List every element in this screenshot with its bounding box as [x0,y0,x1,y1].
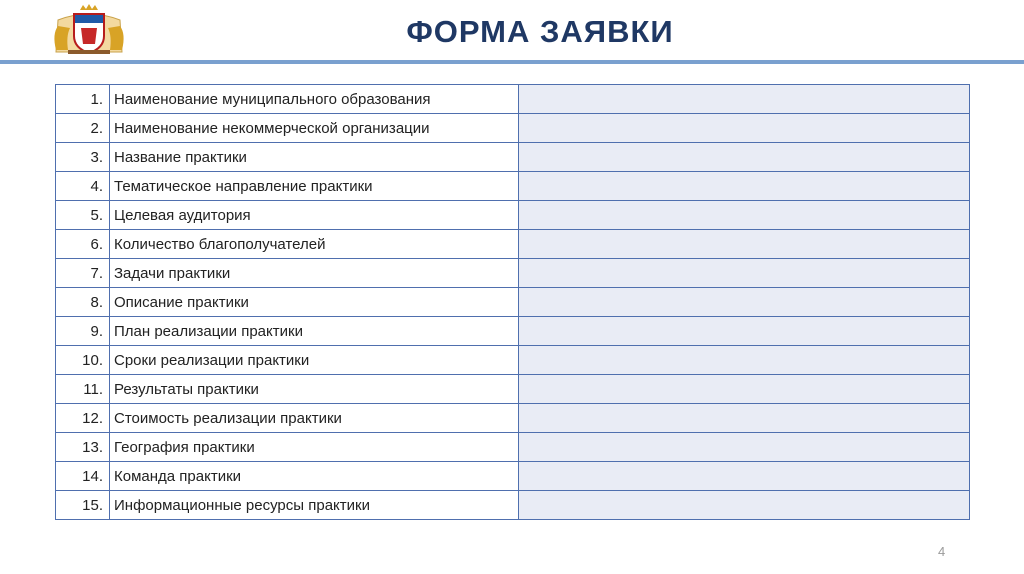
form-row [56,317,970,346]
row-number: 10. [56,346,110,375]
header-divider [0,60,1024,64]
field-value-cell[interactable] [519,172,970,201]
field-label: Количество благополучателей [110,230,519,259]
field-value-cell[interactable] [519,288,970,317]
row-number: 12. [56,404,110,433]
field-value-cell[interactable] [519,143,970,172]
field-value-cell[interactable] [519,317,970,346]
field-value-cell[interactable] [519,462,970,491]
row-number: 2. [56,114,110,143]
row-number: 13. [56,433,110,462]
form-row [56,288,970,317]
page-title: ФОРМА ЗАЯВКИ [406,14,674,49]
form-row [56,491,970,520]
field-value-cell[interactable] [519,259,970,288]
row-number: 1. [56,85,110,114]
row-number: 11. [56,375,110,404]
field-value-cell[interactable] [519,114,970,143]
row-number: 9. [56,317,110,346]
row-number: 15. [56,491,110,520]
row-number: 6. [56,230,110,259]
field-value-cell[interactable] [519,433,970,462]
field-value-cell[interactable] [519,85,970,114]
row-number: 7. [56,259,110,288]
form-row [56,172,970,201]
field-value-cell[interactable] [519,230,970,259]
field-value-cell[interactable] [519,375,970,404]
row-number: 5. [56,201,110,230]
form-row [56,375,970,404]
field-value-cell[interactable] [519,404,970,433]
page-number: 4 [938,544,946,559]
field-label: Название практики [110,143,519,172]
field-label: Целевая аудитория [110,201,519,230]
field-label: Задачи практики [110,259,519,288]
field-label: Информационные ресурсы практики [110,491,519,520]
field-label: Стоимость реализации практики [110,404,519,433]
field-label: Результаты практики [110,375,519,404]
form-row [56,462,970,491]
form-row [56,404,970,433]
form-row [56,201,970,230]
form-row [56,114,970,143]
field-value-cell[interactable] [519,201,970,230]
row-number: 3. [56,143,110,172]
form-row [56,230,970,259]
row-number: 8. [56,288,110,317]
field-label: Наименование некоммерческой организации [110,114,519,143]
form-row [56,143,970,172]
row-number: 14. [56,462,110,491]
field-label: Тематическое направление практики [110,172,519,201]
form-row [56,433,970,462]
field-label: Наименование муниципального образования [110,85,519,114]
application-form-table [55,84,970,520]
form-row [56,259,970,288]
field-label: Сроки реализации практики [110,346,519,375]
field-value-cell[interactable] [519,491,970,520]
row-number: 4. [56,172,110,201]
form-row [56,346,970,375]
field-label: План реализации практики [110,317,519,346]
field-value-cell[interactable] [519,346,970,375]
field-label: География практики [110,433,519,462]
field-label: Описание практики [110,288,519,317]
form-row [56,85,970,114]
field-label: Команда практики [110,462,519,491]
